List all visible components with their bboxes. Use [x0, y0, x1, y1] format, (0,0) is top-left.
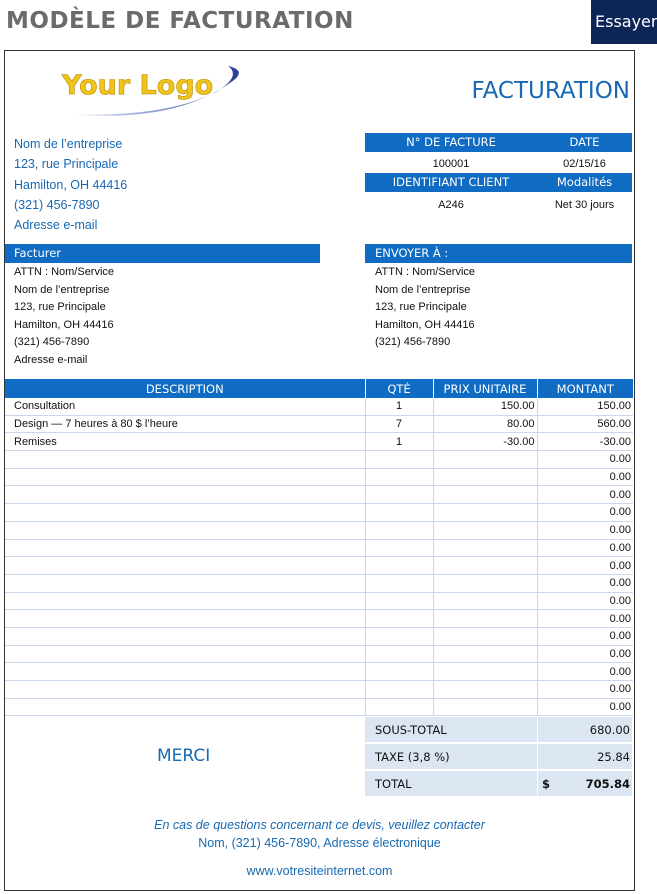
- table-row: [5, 663, 633, 681]
- cell-amount: 150.00: [537, 398, 633, 415]
- cell-quantity: [365, 451, 433, 469]
- cell-unit-price: [433, 504, 537, 522]
- cell-quantity: [365, 627, 433, 645]
- cell-quantity: [365, 557, 433, 575]
- cell-quantity: 7: [365, 415, 433, 433]
- cell-amount: 0.00: [537, 663, 633, 681]
- cell-unit-price: [433, 610, 537, 628]
- cell-quantity: 1: [365, 398, 433, 415]
- cell-amount: 0.00: [537, 504, 633, 522]
- table-row: [5, 557, 633, 575]
- bill-to-name: Nom de l’entreprise: [14, 284, 110, 296]
- invoice-title: FACTURATION: [471, 78, 630, 104]
- ship-to-phone: (321) 456-7890: [375, 336, 451, 348]
- table-row: [5, 468, 633, 486]
- table-row: [5, 610, 633, 628]
- cell-description: [5, 610, 365, 628]
- table-row: [5, 574, 633, 592]
- cell-description: [5, 451, 365, 469]
- cell-amount: 0.00: [537, 610, 633, 628]
- cell-description: [5, 645, 365, 663]
- cell-unit-price: [433, 486, 537, 504]
- client-id-label: IDENTIFIANT CLIENT: [365, 173, 537, 192]
- cell-unit-price: [433, 468, 537, 486]
- cell-description: [5, 557, 365, 575]
- cell-quantity: [365, 645, 433, 663]
- company-logo: [56, 62, 246, 122]
- cell-amount: 0.00: [537, 539, 633, 557]
- payment-terms: Net 30 jours: [554, 199, 615, 211]
- cell-unit-price: [433, 521, 537, 539]
- table-row: [5, 627, 633, 645]
- cell-amount: 0.00: [537, 592, 633, 610]
- cell-description: Design — 7 heures à 80 $ l’heure: [5, 415, 365, 433]
- cell-description: [5, 574, 365, 592]
- cell-amount: 0.00: [537, 627, 633, 645]
- ship-to-city: Hamilton, OH 44416: [375, 319, 475, 331]
- cell-quantity: [365, 574, 433, 592]
- cell-description: Remises: [5, 433, 365, 451]
- column-header-quantity: QTÉ: [365, 379, 433, 398]
- cell-quantity: [365, 681, 433, 699]
- cell-amount: 0.00: [537, 557, 633, 575]
- cell-description: [5, 468, 365, 486]
- cell-amount: 0.00: [537, 574, 633, 592]
- cell-quantity: [365, 468, 433, 486]
- cell-unit-price: -30.00: [433, 433, 537, 451]
- invoice-number: 100001: [432, 158, 470, 170]
- cell-description: [5, 504, 365, 522]
- column-header-description: DESCRIPTION: [5, 379, 365, 398]
- line-items-table: [5, 379, 633, 716]
- company-street: 123, rue Principale: [14, 157, 119, 171]
- cell-amount: 0.00: [537, 451, 633, 469]
- table-row: [5, 451, 633, 469]
- cell-unit-price: [433, 698, 537, 716]
- date-label: DATE: [537, 133, 632, 152]
- cell-description: [5, 486, 365, 504]
- cell-quantity: [365, 698, 433, 716]
- cell-amount: 0.00: [537, 698, 633, 716]
- total-box: [537, 771, 632, 797]
- table-row: [5, 521, 633, 539]
- table-row: [5, 486, 633, 504]
- cell-quantity: [365, 504, 433, 522]
- cell-unit-price: [433, 451, 537, 469]
- cell-description: [5, 698, 365, 716]
- cell-unit-price: [433, 574, 537, 592]
- table-header-row: [5, 379, 633, 398]
- tax-value: 25.84: [537, 744, 632, 770]
- cell-quantity: [365, 592, 433, 610]
- bill-to-phone: (321) 456-7890: [14, 336, 90, 348]
- bill-to-attn: ATTN : Nom/Service: [14, 266, 115, 278]
- bill-to-header: Facturer: [5, 244, 320, 263]
- cell-description: [5, 521, 365, 539]
- cell-unit-price: [433, 557, 537, 575]
- cell-unit-price: 80.00: [433, 415, 537, 433]
- thank-you-text: MERCI: [157, 746, 211, 766]
- cell-amount: 0.00: [537, 681, 633, 699]
- footer-question: En cas de questions concernant ce devis, veuillez contacter: [154, 818, 485, 832]
- cell-unit-price: [433, 539, 537, 557]
- company-phone: (321) 456-7890: [14, 198, 100, 212]
- company-name: Nom de l’entreprise: [14, 137, 123, 151]
- cell-quantity: [365, 521, 433, 539]
- cell-unit-price: [433, 663, 537, 681]
- column-header-amount: MONTANT: [537, 379, 633, 398]
- cell-unit-price: [433, 627, 537, 645]
- table-row: [5, 433, 633, 451]
- ship-to-header: ENVOYER À :: [365, 244, 632, 263]
- cell-unit-price: [433, 681, 537, 699]
- cell-amount: 0.00: [537, 486, 633, 504]
- cell-quantity: [365, 610, 433, 628]
- table-row: [5, 504, 633, 522]
- total-value: 705.84: [585, 777, 630, 791]
- table-row: [5, 698, 633, 716]
- tax-label: TAXE (3,8 %): [365, 744, 537, 770]
- cell-amount: 560.00: [537, 415, 633, 433]
- ship-to-street: 123, rue Principale: [375, 301, 467, 313]
- table-row: [5, 592, 633, 610]
- column-header-unit-price: PRIX UNITAIRE: [433, 379, 537, 398]
- table-row: [5, 681, 633, 699]
- cell-description: [5, 663, 365, 681]
- table-row: [5, 539, 633, 557]
- total-label: TOTAL: [365, 771, 537, 797]
- cell-description: [5, 592, 365, 610]
- cell-unit-price: [433, 592, 537, 610]
- subtotal-label: SOUS-TOTAL: [365, 717, 537, 743]
- cell-description: [5, 681, 365, 699]
- logo-text: Your Logo: [62, 70, 214, 101]
- invoice-number-label: N° DE FACTURE: [365, 133, 537, 152]
- bill-to-street: 123, rue Principale: [14, 301, 106, 313]
- bill-to-email: Adresse e-mail: [14, 354, 88, 366]
- cell-unit-price: [433, 645, 537, 663]
- ship-to-attn: ATTN : Nom/Service: [375, 266, 476, 278]
- page-title: MODÈLE DE FACTURATION: [6, 8, 354, 34]
- cell-quantity: [365, 539, 433, 557]
- total-currency: $: [542, 777, 551, 791]
- footer-contact: Nom, (321) 456-7890, Adresse électronique: [198, 836, 441, 850]
- cell-amount: 0.00: [537, 645, 633, 663]
- try-button[interactable]: Essayer: [591, 0, 657, 44]
- cell-amount: 0.00: [537, 521, 633, 539]
- cell-description: Consultation: [5, 398, 365, 415]
- cell-amount: 0.00: [537, 468, 633, 486]
- cell-description: [5, 539, 365, 557]
- cell-quantity: 1: [365, 433, 433, 451]
- table-row: [5, 645, 633, 663]
- company-email: Adresse e-mail: [14, 218, 98, 232]
- footer-website[interactable]: www.votresiteinternet.com: [246, 864, 393, 878]
- client-id: A246: [438, 199, 464, 211]
- bill-to-city: Hamilton, OH 44416: [14, 319, 114, 331]
- terms-label: Modalités: [537, 173, 632, 192]
- table-row: [5, 415, 633, 433]
- cell-description: [5, 627, 365, 645]
- subtotal-value: 680.00: [537, 717, 632, 743]
- cell-unit-price: 150.00: [433, 398, 537, 415]
- cell-quantity: [365, 663, 433, 681]
- ship-to-name: Nom de l’entreprise: [375, 284, 471, 296]
- invoice-date: 02/15/16: [563, 158, 606, 170]
- cell-quantity: [365, 486, 433, 504]
- table-row: [5, 398, 633, 415]
- cell-amount: -30.00: [537, 433, 633, 451]
- company-city: Hamilton, OH 44416: [14, 178, 128, 192]
